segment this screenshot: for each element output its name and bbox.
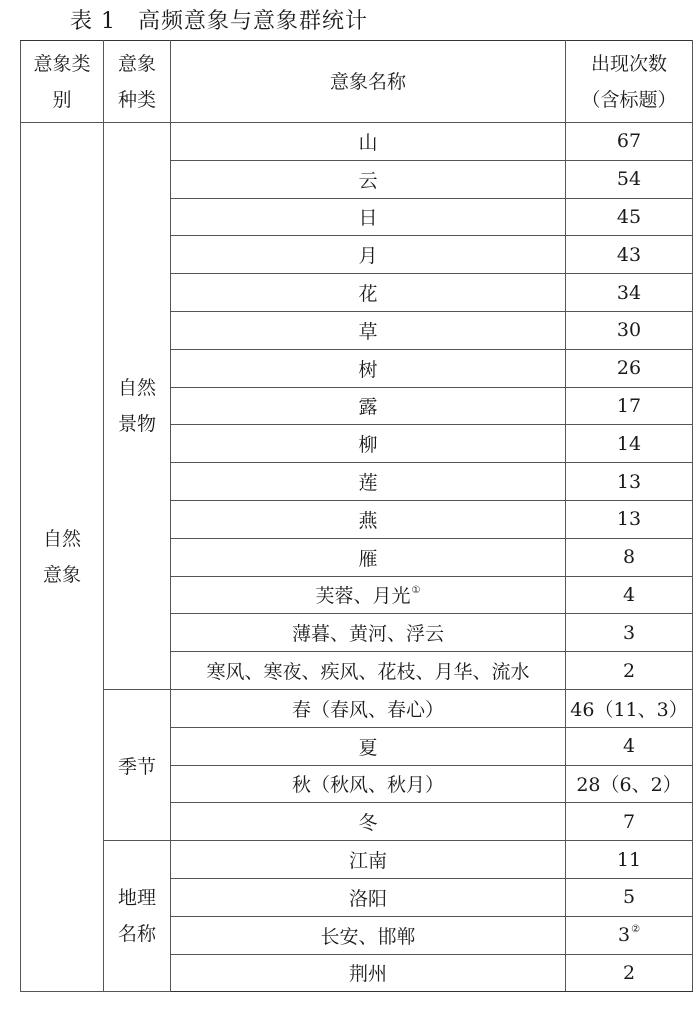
header-category: 意象类 别 bbox=[21, 41, 104, 123]
kind-cell-natural-scenery: 自然 景物 bbox=[104, 123, 171, 690]
imagery-name: 露 bbox=[171, 387, 566, 425]
imagery-name: 云 bbox=[171, 160, 566, 198]
imagery-name: 冬 bbox=[171, 803, 566, 841]
imagery-count: 4 bbox=[566, 576, 693, 614]
header-row bbox=[21, 41, 693, 123]
imagery-statistics-table bbox=[20, 40, 693, 992]
imagery-name: 燕 bbox=[171, 500, 566, 538]
table-caption bbox=[70, 4, 368, 40]
imagery-count: 14 bbox=[566, 425, 693, 463]
imagery-name: 夏 bbox=[171, 727, 566, 765]
imagery-count: 45 bbox=[566, 198, 693, 236]
imagery-count: 67 bbox=[566, 123, 693, 161]
footnote-marker: ① bbox=[411, 585, 421, 597]
imagery-count: 13 bbox=[566, 500, 693, 538]
imagery-count: 13 bbox=[566, 463, 693, 501]
imagery-count: 46（11、3） bbox=[566, 689, 693, 727]
imagery-count: 3 bbox=[566, 614, 693, 652]
imagery-count: 2 bbox=[566, 954, 693, 992]
footnote-marker: ② bbox=[631, 924, 641, 936]
imagery-count: 2 bbox=[566, 652, 693, 690]
imagery-name: 寒风、寒夜、疾风、花枝、月华、流水 bbox=[171, 652, 566, 690]
imagery-count: 4 bbox=[566, 727, 693, 765]
table-body bbox=[21, 123, 693, 992]
category-cell: 自然 意象 bbox=[21, 123, 104, 992]
imagery-name: 春（春风、春心） bbox=[171, 689, 566, 727]
table-number: 表 1 bbox=[70, 9, 116, 34]
imagery-count: 3② bbox=[566, 916, 693, 954]
imagery-name: 树 bbox=[171, 349, 566, 387]
imagery-count: 54 bbox=[566, 160, 693, 198]
header-kind: 意象 种类 bbox=[104, 41, 171, 123]
imagery-name: 花 bbox=[171, 274, 566, 312]
table-row bbox=[21, 689, 693, 727]
imagery-count: 28（6、2） bbox=[566, 765, 693, 803]
header-count: 出现次数 （含标题） bbox=[566, 41, 693, 123]
imagery-name: 莲 bbox=[171, 463, 566, 501]
kind-cell-place-names: 地理 名称 bbox=[104, 841, 171, 992]
imagery-count: 8 bbox=[566, 538, 693, 576]
table-row bbox=[21, 123, 693, 161]
imagery-name: 山 bbox=[171, 123, 566, 161]
imagery-count: 34 bbox=[566, 274, 693, 312]
imagery-name: 洛阳 bbox=[171, 878, 566, 916]
imagery-name: 薄暮、黄河、浮云 bbox=[171, 614, 566, 652]
table-row bbox=[21, 841, 693, 879]
imagery-count: 17 bbox=[566, 387, 693, 425]
imagery-name: 雁 bbox=[171, 538, 566, 576]
imagery-name: 江南 bbox=[171, 841, 566, 879]
imagery-name: 芙蓉、月光① bbox=[171, 576, 566, 614]
table-title: 高频意象与意象群统计 bbox=[138, 9, 369, 34]
header-name: 意象名称 bbox=[171, 41, 566, 123]
imagery-name: 日 bbox=[171, 198, 566, 236]
imagery-name: 长安、邯郸 bbox=[171, 916, 566, 954]
imagery-name: 柳 bbox=[171, 425, 566, 463]
kind-cell-seasons: 季节 bbox=[104, 689, 171, 840]
imagery-name: 草 bbox=[171, 311, 566, 349]
imagery-count: 26 bbox=[566, 349, 693, 387]
imagery-name: 月 bbox=[171, 236, 566, 274]
imagery-count: 43 bbox=[566, 236, 693, 274]
imagery-name: 秋（秋风、秋月） bbox=[171, 765, 566, 803]
imagery-count: 30 bbox=[566, 311, 693, 349]
imagery-count: 7 bbox=[566, 803, 693, 841]
imagery-count: 5 bbox=[566, 878, 693, 916]
imagery-count: 11 bbox=[566, 841, 693, 879]
imagery-name: 荆州 bbox=[171, 954, 566, 992]
